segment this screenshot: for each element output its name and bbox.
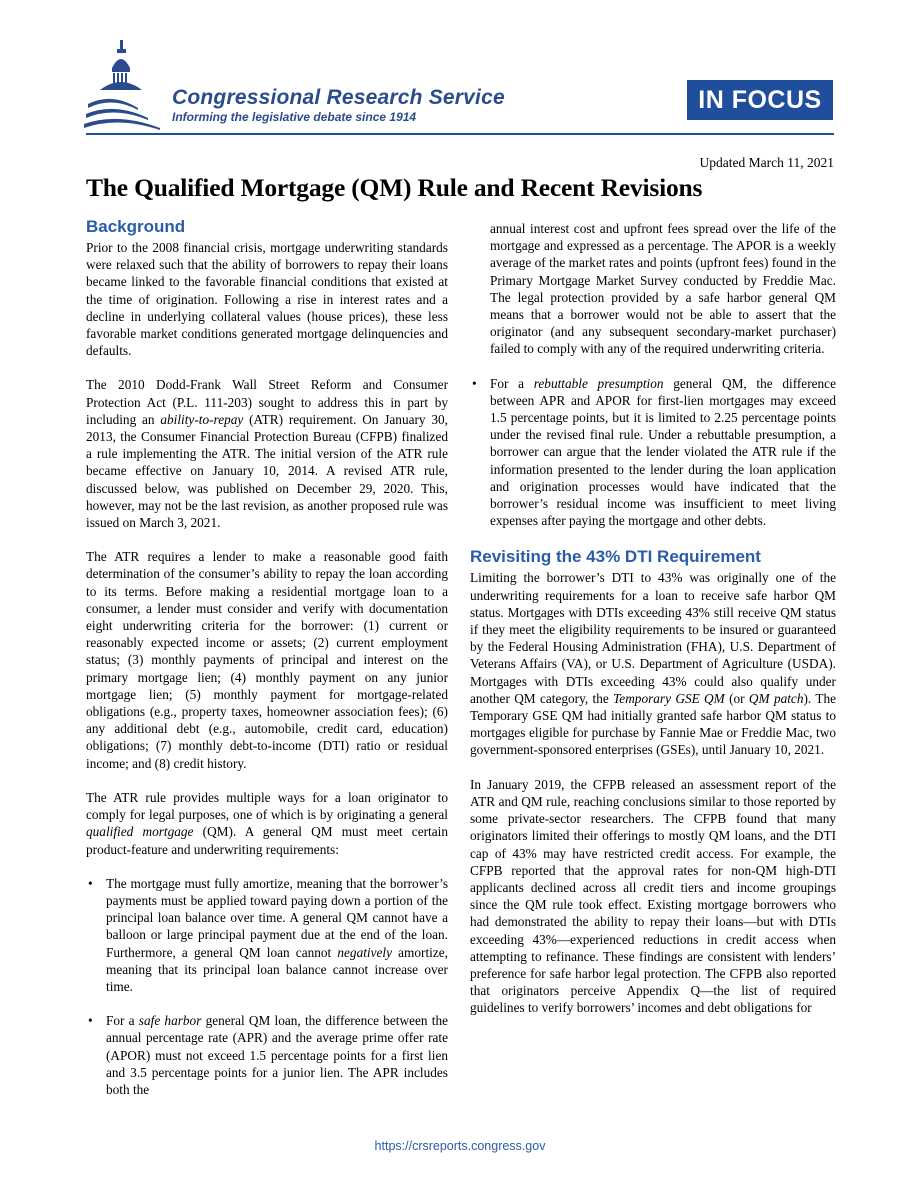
in-focus-badge: IN FOCUS — [687, 80, 833, 120]
paragraph: The ATR rule provides multiple ways for a loan originator to comply for legal purposes, one of which is by originating a general qualified mortgage (QM). A general QM must meet certain product-feature and underwriting requirements: — [86, 789, 448, 857]
page-title: The Qualified Mortgage (QM) Rule and Recent Revisions — [86, 173, 703, 202]
capitol-dome-icon — [82, 38, 172, 130]
requirements-list — [470, 375, 836, 530]
list-item: • For a safe harbor general QM loan, the difference between the annual percentage rate (APR) and the average prime offer rate (APOR) must not exceed 1.5 percentage points for a first lien and 3.5 percentage points for a junior lien. The APR includes both the — [88, 1013, 449, 1097]
paragraph: In January 2019, the CFPB released an assessment report of the ATR and QM rule, reaching conclusions similar to those reported by some private-sector researchers. The CFPB found that many originators limited their offerings to mostly QM loans, and the DTI cap of 43% may have restricted credit access. For example, the CFPB reported that the approval rates for non-QM high-DTI applicants declined across all credit tiers and income groupings since the QM rule took effect. Existing mortgage borrowers who had demonstrated the ability to repay their loans—but with DTIs exceeding 43%—experienced reductions in credit access when attempting to refinance. These findings are consistent with lenders’ preference for safe harbor legal protection. The CFPB also reported that originators perceive Appendix Q—the list of required guidelines to verify borrowers’ incomes and debt obligations for — [470, 776, 836, 1016]
section-heading-background: Background — [86, 217, 186, 236]
list-item-continued: annual interest cost and upfront fees spread over the life of the mortgage and expressed as a percentage. The APOR is a weekly average of the market rates and points (upfront fees) found in the Primary Mortgage Market Survey conducted by Freddie Mac. The legal protection provided by a safe harbor general QM means that a borrower would not be able to assert that the originator (and any subsequent secondary-market purchaser) failed to comply with any of the required underwriting criteria. — [490, 221, 836, 357]
section-heading-dti: Revisiting the 43% DTI Requirement — [470, 547, 761, 567]
requirements-list — [86, 875, 448, 1098]
org-tagline: Informing the legislative debate since 1914 — [172, 110, 417, 124]
paragraph: Prior to the 2008 financial crisis, mortgage underwriting standards were relaxed such that the ability of borrowers to repay their loans became linked to the favorable financial conditions that existed at the time of origination. Following a rise in interest rates and a decline in underlying collateral values (house prices), these less favorable market conditions generated mortgage delinquencies and defaults. — [86, 240, 448, 359]
list-item: • The mortgage must fully amortize, meaning that the borrower’s payments must be applied toward paying down a portion of the principal loan balance over time. A general QM cannot have a balloon or large principal payment due at the end of the loan. Furthermore, a general QM loan cannot negatively amortize, meaning that its principal loan balance cannot increase over time. — [88, 875, 448, 994]
header-divider — [86, 133, 834, 135]
org-name: Congressional Research Service — [172, 86, 505, 109]
bullet-icon: • — [88, 1013, 93, 1029]
page-header — [0, 0, 920, 140]
paragraph: The 2010 Dodd-Frank Wall Street Reform and Consumer Protection Act (P.L. 111-203) sought to address this in part by including an ability-to-repay (ATR) requirement. On January 30, 2013, the Consumer Financial Protection Bureau (CFPB) finalized a rule implementing the ATR. The initial version of the ATR rule became effective on January 10, 2014. A revised ATR rule, discussed below, was published on December 29, 2020. This, however, may not be the last revision, as another proposed rule was issued on March 3, 2021. — [86, 377, 448, 531]
left-column — [86, 216, 448, 1115]
paragraph: The ATR requires a lender to make a reasonable good faith determination of the consumer’s ability to repay the loan according to its terms. Before making a residential mortgage loan to a consumer, a lender must consider and verify with documentation eight underwriting criteria for the borrower: (1) current or reasonably expected income or assets; (2) current employment status; (3) monthly payments of principal and interest on the primary mortgage lien; (4) monthly payment on any junior mortgage lien; (5) monthly payment for mortgage-related obligations (e.g., property taxes, homeowner association fees); (6) any additional debt (e.g., automobile, credit card, education) obligations; (7) monthly debt-to-income (DTI) ratio or residual income; and (8) credit history. — [86, 549, 448, 771]
list-item: • For a rebuttable presumption general QM, the difference between APR and APOR for first-lien mortgages may exceed 1.5 percentage points, but it is limited to 2.25 percentage points under the revised final rule. Under a rebuttable presumption, a borrower can argue that the lender violated the ATR rule if the information presented to the lender during the loan application and origination processes would have indicated that the borrower’s residual income was insufficient to meet living expenses after paying the mortgage and other debts. — [472, 375, 836, 529]
bullet-icon: • — [88, 875, 93, 891]
bullet-icon: • — [472, 375, 477, 391]
right-column — [470, 220, 836, 1034]
paragraph: Limiting the borrower’s DTI to 43% was originally one of the underwriting requirements for a loan to receive safe harbor QM status. Mortgages with DTIs exceeding 43% still receive QM status if they meet the eligibility requirements to be insured or guaranteed by the Federal Housing Administration (FHA), U.S. Department of Veterans Affairs (VA), or U.S. Department of Agriculture (USDA). Mortgages with DTIs exceeding 43% could also qualify under another QM category, the Temporary GSE QM (or QM patch). The Temporary GSE QM had initially granted safe harbor QM status to mortgages eligible for purchase by Fannie Mae or Freddie Mac, two government-sponsored enterprises (GSEs), until January 10, 2021. — [470, 570, 837, 758]
updated-date: Updated March 11, 2021 — [699, 155, 834, 170]
footer-url[interactable]: https://crsreports.congress.gov — [374, 1139, 546, 1153]
